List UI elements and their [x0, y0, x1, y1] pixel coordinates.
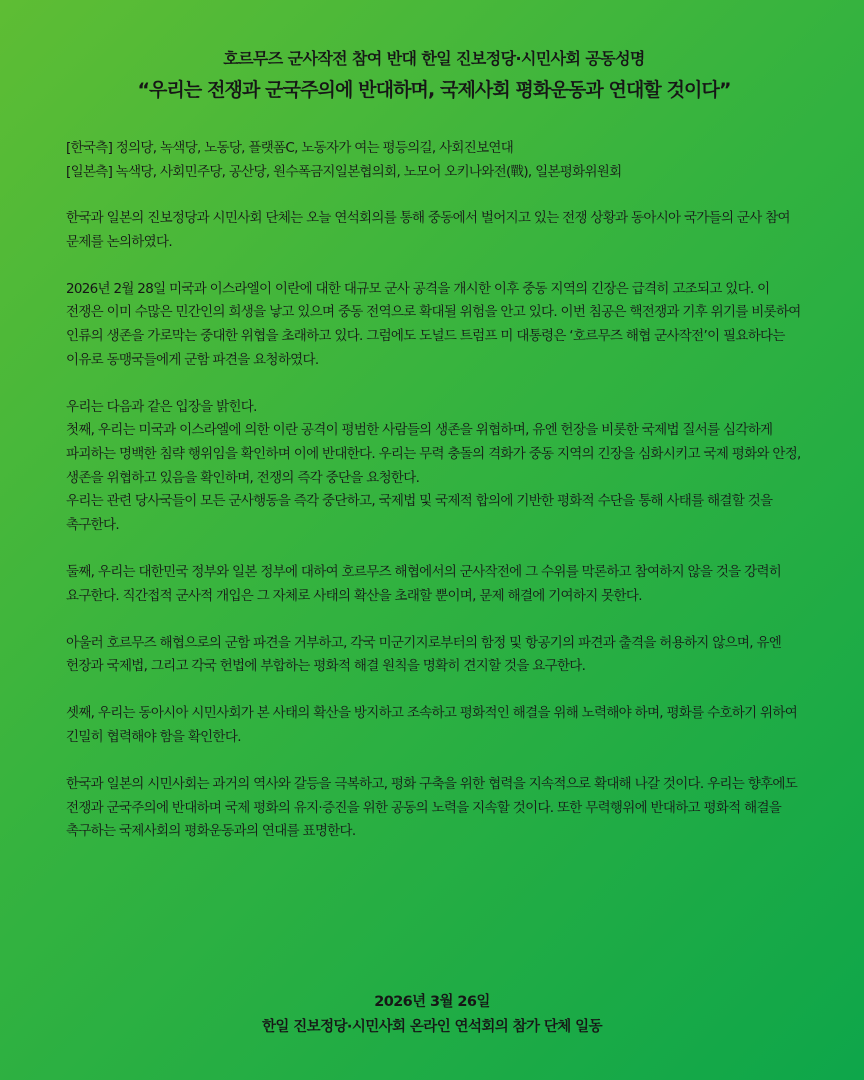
statement-date: 2026년 3월 26일	[374, 994, 490, 1010]
participant-list	[66, 136, 802, 184]
participants-korea: [한국측] 정의당, 녹색당, 노동당, 플랫폼C, 노동자가 여는 평등의길, 사회진보연대	[66, 140, 514, 156]
statement-headline: “우리는 전쟁과 군국주의에 반대하며, 국제사회 평화운동과 연대할 것이다”	[137, 79, 731, 101]
participants-japan: [일본측] 녹색당, 사회민주당, 공산당, 원수폭금지일본협의회, 노모어 오키나와전(戰), 일본평화위원회	[66, 164, 622, 180]
statement-signatories: 한일 진보정당·시민사회 온라인 연석회의 참가 단체 일동	[262, 1019, 602, 1035]
position-demand: 우리는 관련 당사국들이 모든 군사행동을 즉각 중단하고, 국제법 및 국제적 합의에 기반한 평화적 수단을 통해 사태를 해결할 것을 촉구한다.	[66, 493, 773, 533]
position-first: 첫째, 우리는 미국과 이스라엘에 의한 이란 공격이 평범한 사람들의 생존을 위협하며, 유엔 헌장을 비롯한 국제법 질서를 심각하게 파괴하는 명백한 침략 행위임을 확인하며 이에 반대한다. 우리는 무력 충돌의 격화가 중동 지역의 긴장을 심화시키고 국제 평화와 안정, 생존을 위협하고 있음을 확인하며, 전쟁의 즉각 중단을 요청한다.	[66, 422, 801, 486]
statement-header	[66, 46, 802, 104]
intro-paragraph: 한국과 일본의 진보정당과 시민사회 단체는 오늘 연석회의를 통해 중동에서 벌어지고 있는 전쟁 상황과 동아시아 국가들의 군사 참여 문제를 논의하였다.	[66, 210, 790, 250]
statement-footer	[0, 990, 864, 1040]
position-second-paragraph: 둘째, 우리는 대한민국 정부와 일본 정부에 대하여 호르무즈 해협에서의 군사작전에 그 수위를 막론하고 참여하지 않을 것을 강력히 요구한다. 직간접적 군사적 개입은 그 자체로 사태의 확산을 초래할 뿐이며, 문제 해결에 기여하지 못한다.	[66, 563, 782, 604]
background-paragraph: 2026년 2월 28일 미국과 이스라엘이 이란에 대한 대규모 군사 공격을 개시한 이후 중동 지역의 긴장은 급격히 고조되고 있다. 이 전쟁은 이미 수많은 민간인의 희생을 낳고 있으며 중동 전역으로 확대될 위험을 안고 있다. 이번 침공은 핵전쟁과 기후 위기를 비롯하여 인류의 생존을 가로막는 중대한 위협을 초래하고 있다. 그럼에도 도널드 트럼프 미 대통령은 ‘호르무즈 해협 군사작전’이 필요하다는 이유로 동맹국들에게 군함 파견을 요청하였다.	[66, 280, 801, 368]
position-paragraph	[66, 396, 802, 538]
position-second-addendum: 아울러 호르무즈 해협으로의 군함 파견을 거부하고, 각국 미군기지로부터의 함정 및 항공기의 파견과 출격을 허용하지 않으며, 유엔 헌장과 국제법, 그리고 각국 헌법에 부합하는 평화적 해결 원칙을 명확히 견지할 것을 요구한다.	[66, 634, 782, 675]
closing-paragraph: 한국과 일본의 시민사회는 과거의 역사와 갈등을 극복하고, 평화 구축을 위한 협력을 지속적으로 확대해 나갈 것이다. 우리는 향후에도 전쟁과 군국주의에 반대하며 국제 평화의 유지·증진을 위한 공동의 노력을 지속할 것이다. 또한 무력행위에 반대하고 평화적 해결을 촉구하는 국제사회의 평화운동과의 연대를 표명한다.	[66, 776, 798, 840]
position-intro: 우리는 다음과 같은 입장을 밝힌다.	[66, 398, 257, 415]
statement-subtitle: 호르무즈 군사작전 참여 반대 한일 진보정당·시민사회 공동성명	[223, 49, 645, 68]
position-third-paragraph: 셋째, 우리는 동아시아 시민사회가 본 사태의 확산을 방지하고 조속하고 평화적인 해결을 위해 노력해야 하며, 평화를 수호하기 위하여 긴밀히 협력해야 함을 확인한다.	[66, 705, 798, 746]
